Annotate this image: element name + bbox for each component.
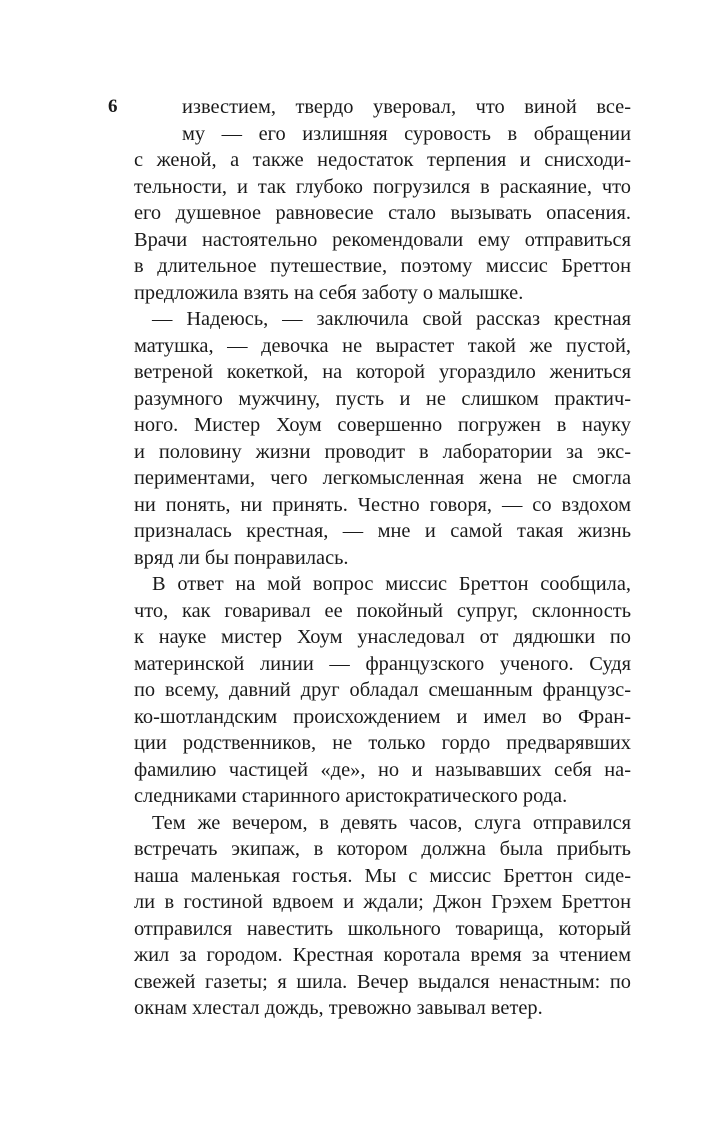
text-line: ветреной кокеткой, на которой угораздило жениться	[134, 361, 631, 383]
text-line: тельности, и так глубоко погрузился в раскаяние, что	[134, 175, 631, 198]
text-line: следниками старинного аристократического рода.	[134, 785, 568, 807]
text-line: и половину жизни проводит в лаборатории за экс-	[134, 440, 631, 463]
text-line: что, как говаривал ее покойный супруг, склонность	[134, 599, 631, 622]
text-line: с женой, а также недостаток терпения и снисходи-	[134, 149, 631, 171]
text-line: ни понять, ни принять. Честно говоря, — со вздохом	[134, 493, 631, 516]
page-number: 6	[108, 96, 118, 117]
text-line: окнам хлестал дождь, тревожно завывал ветер.	[134, 997, 543, 1019]
text-line: — Надеюсь, — заключила свой рассказ крестная	[152, 308, 631, 330]
text-line: его душевное равновесие стало вызывать опасения.	[134, 202, 631, 224]
text-line: ции родственников, не только гордо предварявших	[134, 732, 631, 754]
text-line: ко-шотландским происхождением и имел во Фран-	[134, 705, 631, 728]
text-line: В ответ на мой вопрос миссис Бреттон сообщила,	[152, 573, 631, 595]
text-line: призналась крестная, — мне и самой такая жизнь	[134, 520, 631, 542]
text-line: периментами, чего легкомысленная жена не смогла	[134, 467, 631, 489]
text-line: встречать экипаж, в котором должна была прибыть	[134, 838, 631, 860]
body-text	[134, 94, 631, 1022]
text-line: наша маленькая гостья. Мы с миссис Бреттон сиде-	[134, 864, 631, 887]
text-line: в длительное путешествие, поэтому миссис Бреттон	[134, 255, 631, 277]
text-line: вряд ли бы понравилась.	[134, 546, 349, 569]
text-line: по всему, давний друг обладал смешанным французс-	[134, 679, 631, 701]
text-line: ного. Мистер Хоум совершенно погружен в науку	[134, 414, 631, 436]
paragraph	[134, 94, 631, 306]
text-line: отправился навестить школьного товарища, который	[134, 917, 631, 940]
text-line: свежей газеты; я шила. Вечер выдался ненастным: по	[134, 970, 631, 993]
text-line: Врачи настоятельно рекомендовали ему отправиться	[134, 228, 631, 251]
text-line: предложила взять на себя заботу о малышке.	[134, 281, 524, 304]
text-line: известием, твердо уверовал, что виной все-	[182, 96, 631, 118]
text-line: материнской линии — французского ученого. Судя	[134, 652, 631, 675]
text-line: жил за городом. Крестная коротала время за чтением	[134, 944, 631, 966]
text-line: му — его излишняя суровость в обращении	[182, 122, 631, 145]
text-line: матушка, — девочка не вырастет такой же пустой,	[134, 334, 631, 357]
paragraph	[134, 571, 631, 810]
text-line: Тем же вечером, в девять часов, слуга отправился	[152, 811, 631, 834]
paragraph	[134, 810, 631, 1022]
text-line: разумного мужчину, пусть и не слишком практич-	[134, 387, 631, 410]
text-line: ли в гостиной вдвоем и ждали; Джон Грэхем Бреттон	[134, 891, 631, 913]
paragraph	[134, 306, 631, 571]
text-line: фамилию частицей «де», но и называвших себя на-	[134, 758, 631, 781]
text-line: к науке мистер Хоум унаследовал от дядюшки по	[134, 626, 631, 648]
